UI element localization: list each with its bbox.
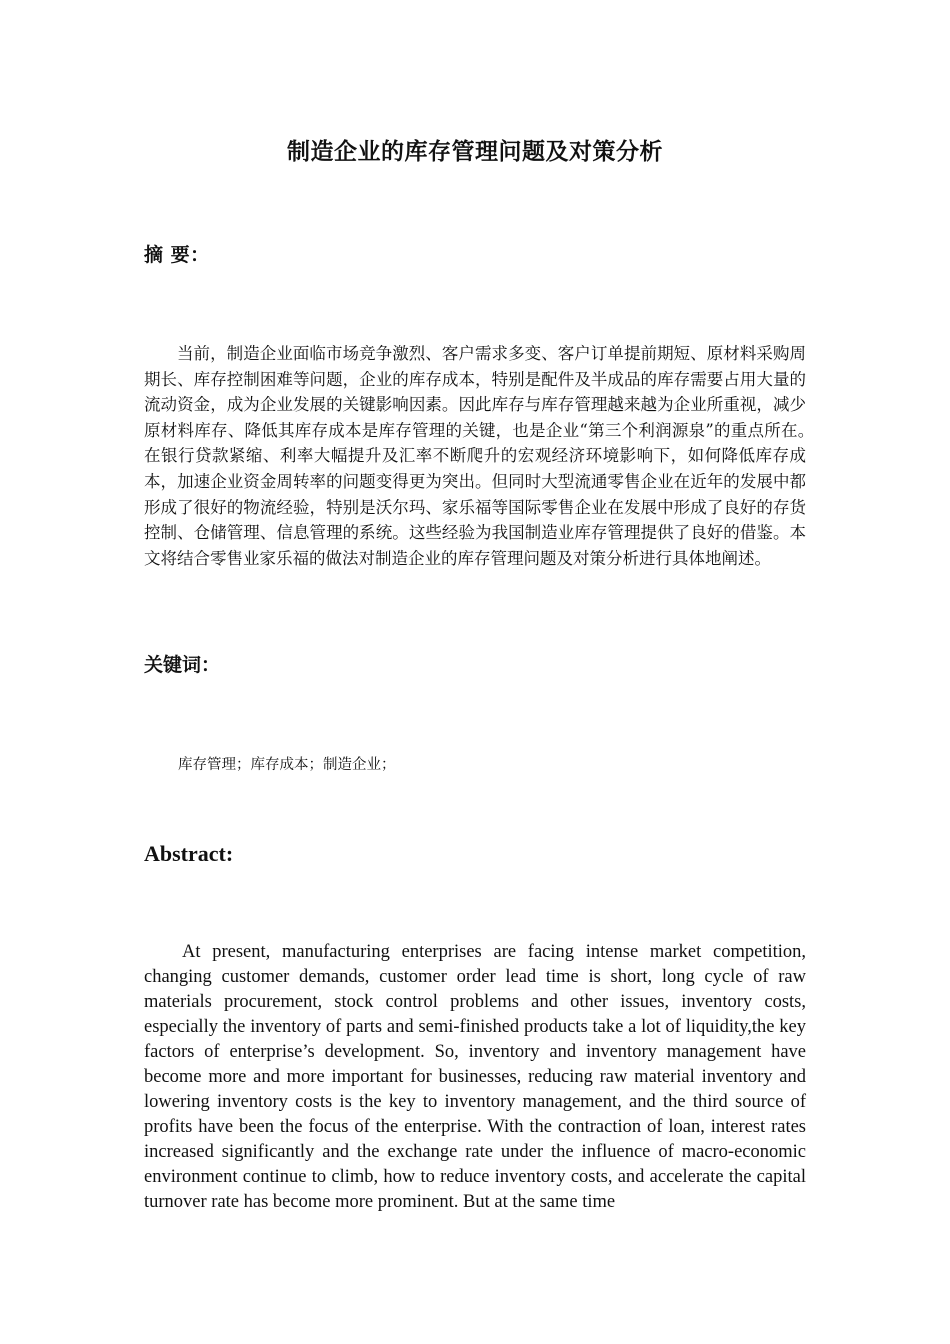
keywords-list: 库存管理；库存成本；制造企业； (178, 757, 396, 773)
abstract-heading: 摘 要： (144, 244, 210, 266)
abstract-en-heading: Abstract: (144, 841, 234, 866)
abstract-paragraph: 当前，制造企业面临市场竞争激烈、客户需求多变、客户订单提前期短、原材料采购周期长、库存控制困难等问题，企业的库存成本，特别是配件及半成品的库存需要占用大量的流动资金，成为企业发展的关键影响因素。因此库存与库存管理越来越为企业所重视，减少原材料库存、降低其库存成本是库存管理的关键，也是企业“第三个利润源泉”的重点所在。 在银行贷款紧缩、利率大幅提升及汇率不断爬升的宏观经济环境影响下，如何降低库存成本，加速企业资金周转率的问题变得更为突出。但同时大型流通零售企业在近年的发展中都形成了很好的物流经验，特别是沃尔玛、家乐福等国际零售企业在发展中形成了良好的存货控制、仓储管理、信息管理的系统。这些经验为我国制造业库存管理提供了良好的借鉴。本文将结合零售业家乐福的做法对制造企业的库存管理问题及对策分析进行具体地阐述。 (144, 344, 823, 568)
document-title: 制造企业的库存管理问题及对策分析 (287, 139, 663, 165)
keywords-heading: 关键词： (144, 654, 221, 676)
abstract-en-paragraph: At present, manufacturing enterprises are facing intense market competition, changing customer demands, customer order lead time is short, long cycle of raw materials procurement, stock control problems and other issues, inventory costs, especially the inventory of parts and semi-finished products take a lot of liquidity,the key factors of enterprise’s development. So, inventory and inventory management have become more and more important for businesses, reducing raw material inventory and lowering inventory costs is the key to inventory management, and the third source of profits have been the focus of the enterprise. With the contraction of loan, interest rates increased significantly and the exchange rate under the influence of macro-economic environment continue to climb, how to reduce inventory costs, and accelerate the capital turnover rate has become more prominent. But at the same time (144, 942, 806, 1212)
